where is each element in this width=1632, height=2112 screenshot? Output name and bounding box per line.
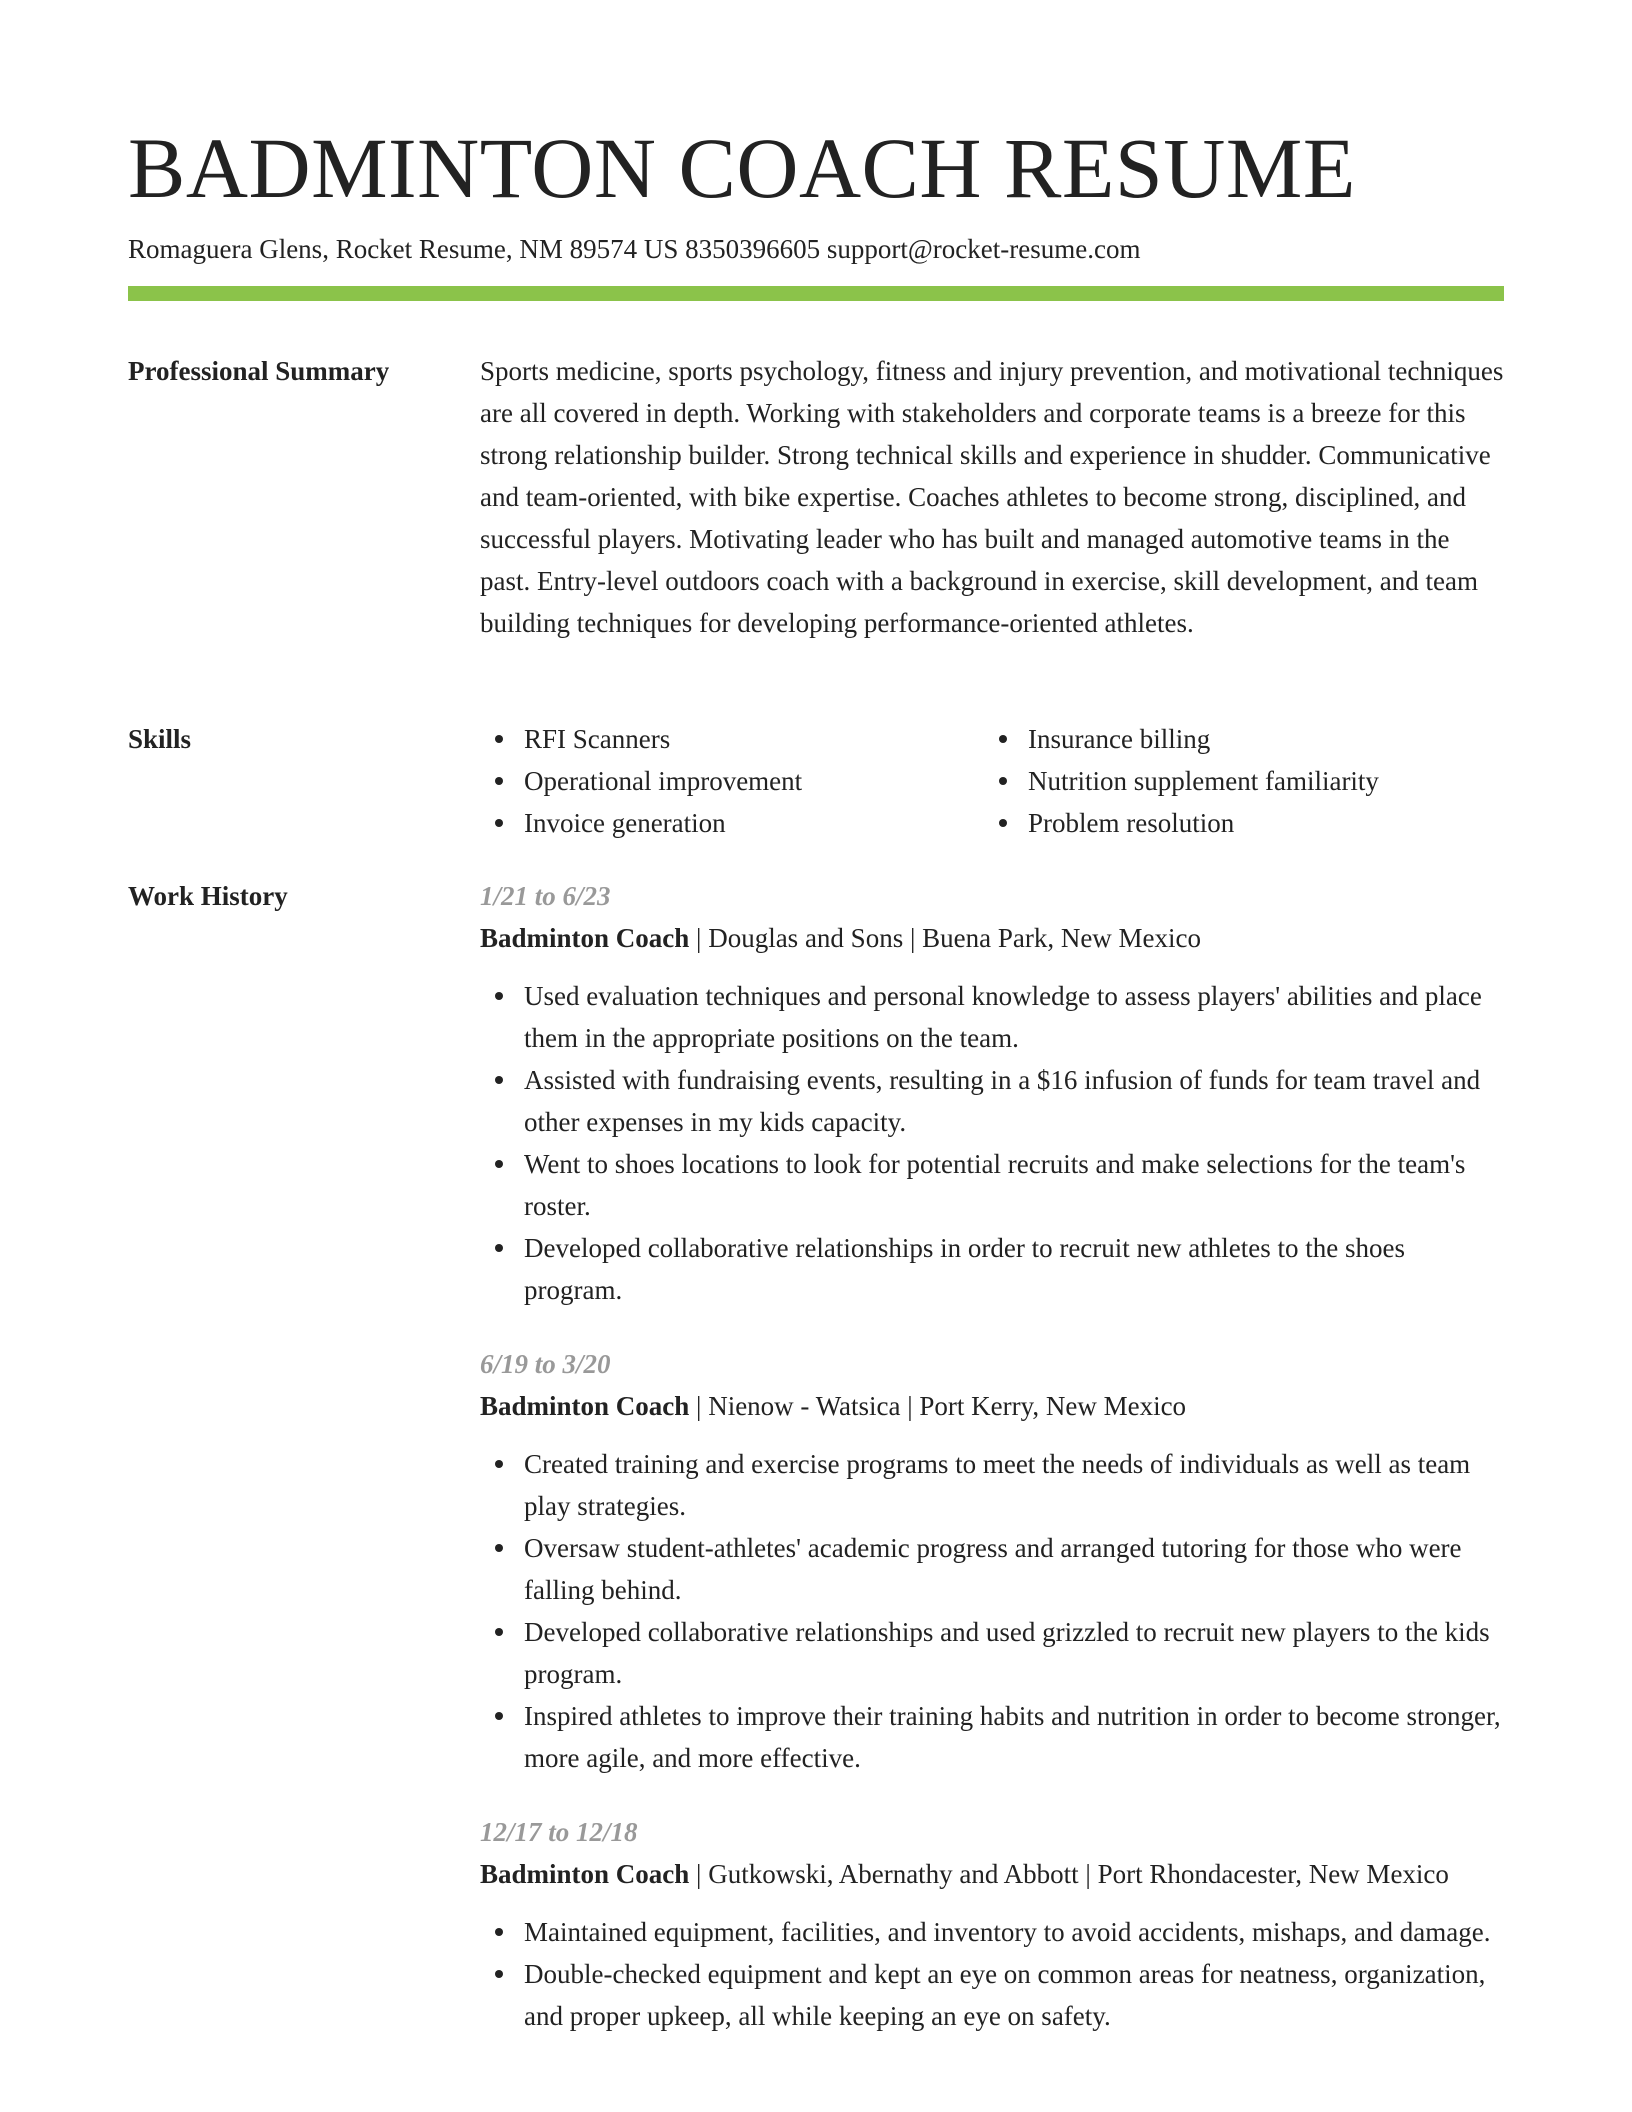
job-bullet: Developed collaborative relationships in order to recruit new athletes to the shoes program. [480, 1227, 1504, 1311]
job-details: | Gutkowski, Abernathy and Abbott | Port Rhondacester, New Mexico [689, 1859, 1449, 1889]
skills-column-left [480, 718, 984, 844]
job-heading [480, 917, 1504, 959]
job-entry [480, 1343, 1504, 1779]
job-heading [480, 1853, 1504, 1895]
summary-text: Sports medicine, sports psychology, fitness and injury prevention, and motivational techniques are all covered in depth. Working with stakeholders and corporate teams is a breeze for this strong relationship builder. Strong technical skills and experience in shudder. Communicative and team-oriented, with bike expertise. Coaches athletes to become strong, disciplined, and successful players. Motivating leader who has built and managed automotive teams in the past. Entry-level outdoors coach with a background in exercise, skill development, and team building techniques for developing performance-oriented athletes. [480, 356, 1504, 638]
job-bullets [480, 975, 1504, 1311]
skill-item: Invoice generation [480, 802, 984, 844]
job-bullet: Maintained equipment, facilities, and inventory to avoid accidents, mishaps, and damage. [480, 1911, 1504, 1953]
job-bullets [480, 1911, 1504, 2037]
job-details: | Nienow - Watsica | Port Kerry, New Mexico [689, 1391, 1187, 1421]
job-bullet: Developed collaborative relationships and used grizzled to recruit new players to the kids program. [480, 1611, 1504, 1695]
job-entry [480, 875, 1504, 1311]
job-dates: 1/21 to 6/23 [480, 881, 611, 911]
skills-list [480, 718, 1504, 844]
job-bullet: Assisted with fundraising events, resulting in a $16 infusion of funds for team travel and other expenses in my kids capacity. [480, 1059, 1504, 1143]
resume-title: BADMINTON COACH RESUME [128, 120, 1356, 216]
job-entry [480, 1811, 1504, 2037]
section-label-skills: Skills [128, 724, 192, 754]
skill-item: Operational improvement [480, 760, 984, 802]
job-heading [480, 1385, 1504, 1427]
section-label-summary: Professional Summary [128, 356, 390, 386]
job-title: Badminton Coach [480, 1859, 690, 1889]
job-title: Badminton Coach [480, 1391, 690, 1421]
job-bullet: Inspired athletes to improve their training habits and nutrition in order to become stronger, more agile, and more effective. [480, 1695, 1504, 1779]
section-label-work-history: Work History [128, 881, 288, 911]
job-dates: 6/19 to 3/20 [480, 1349, 611, 1379]
skills-column-right [984, 718, 1488, 844]
skill-item: RFI Scanners [480, 718, 984, 760]
skill-item: Nutrition supplement familiarity [984, 760, 1488, 802]
job-dates: 12/17 to 12/18 [480, 1817, 638, 1847]
accent-divider [128, 286, 1504, 301]
job-details: | Douglas and Sons | Buena Park, New Mexico [689, 923, 1202, 953]
job-title: Badminton Coach [480, 923, 690, 953]
job-bullet: Double-checked equipment and kept an eye on common areas for neatness, organization, and proper upkeep, all while keeping an eye on safety. [480, 1953, 1504, 2037]
job-bullet: Created training and exercise programs to meet the needs of individuals as well as team play strategies. [480, 1443, 1504, 1527]
job-bullet: Went to shoes locations to look for potential recruits and make selections for the team's roster. [480, 1143, 1504, 1227]
job-bullets [480, 1443, 1504, 1779]
contact-line: Romaguera Glens, Rocket Resume, NM 89574 US 8350396605 support@rocket-resume.com [128, 234, 1141, 264]
job-bullet: Oversaw student-athletes' academic progress and arranged tutoring for those who were falling behind. [480, 1527, 1504, 1611]
skill-item: Insurance billing [984, 718, 1488, 760]
skill-item: Problem resolution [984, 802, 1488, 844]
job-bullet: Used evaluation techniques and personal knowledge to assess players' abilities and place them in the appropriate positions on the team. [480, 975, 1504, 1059]
